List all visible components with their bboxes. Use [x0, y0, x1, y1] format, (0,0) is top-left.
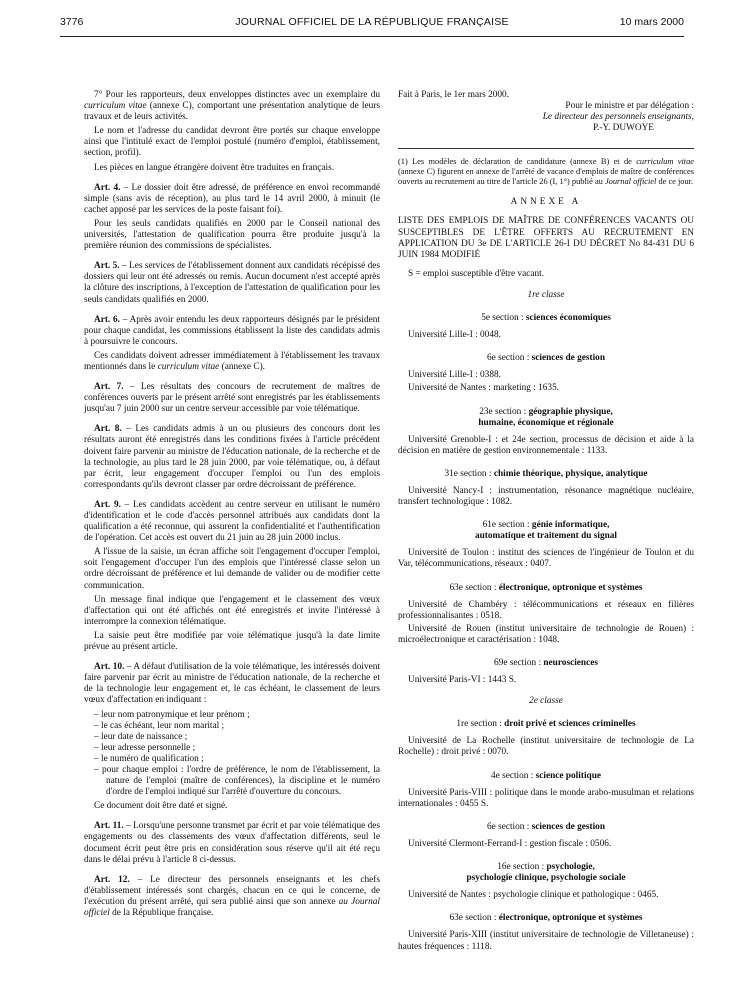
section-heading: 63e section : électronique, optronique et systèmes	[449, 582, 643, 593]
list-item: – leur adresse personnelle ;	[84, 743, 380, 754]
list-item: Université de La Rochelle (institut universitaire de technologie de La Rochelle) : droit privé : 0070.	[398, 736, 694, 758]
section-heading: 1re section : droit privé et sciences criminelles	[456, 719, 636, 730]
list-item: Université de Nantes : psychologie clinique et pathologique : 0465.	[408, 890, 659, 901]
paragraph: A l'issue de la saisie, un écran affiche soit l'engagement d'occuper l'emploi, soit l'engagement d'occuper l'un des emplois que l'intéressé classe selon un ordre décroissant de préférence et lui demande de valider ou de modifier cette communication.	[84, 547, 380, 591]
article-9: Art. 9. – Les candidats accèdent au centre serveur en utilisant le numéro d'identification et le code d'accès personnel attribués aux candidats dont la qualification a été reconnue, qui assurent la confidentialité et l'authentification de l'opération. Cet accès est ouvert du 21 juin au 28 juin 2000 inclus.	[84, 499, 380, 544]
article-11: Art. 11. – Lorsqu'une personne transmet par écrit et par voie télématique des engagements ou des classements des vœux d'affectation différents, seul le document écrit peut être pris en considération sous réserve qu'il ait été reçu dans le délai prévu à l'article 8 ci-dessus.	[84, 821, 380, 865]
annexe-heading: LISTE DES EMPLOIS DE MAÎTRE DE CONFÉRENCES VACANTS OU SUSCEPTIBLES DE L'ÊTRE OFFERTS AU RECRUTEMENT EN APPLICATION DU 3e DE L'ARTICLE 26-I DU DÉCRET No 84-431 DU 6 JUIN 1984 MODIFIÉ	[398, 216, 694, 260]
list-item: Université Lille-I : 0048.	[408, 330, 501, 341]
signature-role: Le directeur des personnels enseignants,	[542, 112, 694, 123]
section-heading: 63e section : électronique, optronique et systèmes	[449, 913, 643, 924]
list-item: – leur date de naissance ;	[84, 732, 380, 743]
annexe-title: ANNEXE A	[510, 197, 582, 208]
paragraph: Un message final indique que l'engagement et le classement des vœux d'affectation qui ont été affichés ont été enregistrés et invite l'intéressé à interrompre la connexion télématique.	[84, 594, 380, 627]
list-item: – pour chaque emploi : l'ordre de préférence, le nom de l'établissement, la nature de l'emploi (maître de conférences), la discipline et le numéro d'ordre de l'emploi indiqué sur l'arrêté d'ouverture du concours.	[84, 765, 380, 798]
section-heading: 4e section : science politique	[490, 770, 601, 781]
legend: S = emploi susceptible d'être vacant.	[408, 268, 545, 279]
signature-place: Fait à Paris, le 1er mars 2000.	[398, 90, 510, 100]
list-item: – le numéro de qualification ;	[84, 754, 380, 765]
article-6: Art. 6. – Après avoir entendu les deux rapporteurs désignés par le président pour chaque candidat, les commissions établissent la liste des candidats admis à poursuivre le concours.	[84, 314, 380, 347]
paragraph: Le nom et l'adresse du candidat devront être portés sur chaque enveloppe ainsi que l'intitulé exact de l'emploi postulé (numéro d'emploi, établissement, section, profil).	[84, 126, 380, 159]
article-5: Art. 5. – Les services de l'établissement donnent aux candidats récépissé des dossiers qui leur ont été adressés ou remis. Aucun document n'est accepté après la clôture des inscriptions, à l'exception de l'attestation de qualification pour les seuls candidats qualifiés en 2000.	[84, 261, 381, 305]
article-12: Art. 12. – Le directeur des personnels enseignants et les chefs d'établissement intéressés sont chargés, chacun en ce qui le concerne, de l'exécution du présent arrêté, qui sera publié ainsi que son annexe au Journal officiel de la République française.	[84, 874, 380, 918]
section-heading: 69e section : neurosciences	[494, 658, 598, 668]
article-8: Art. 8. – Les candidats admis à un ou plusieurs des concours dont les résultats auront été enregistrés dans les conditions fixées à l'article précédent doivent faire parvenir au ministre de l'éducation nationale, de la recherche et de la technologie, au plus tard le 28 juin 2000, par voie télématique, ou, à défaut par écrit, leur engagement d'occuper l'emploi ou l'un des emplois correspondants qu'ils devront classer par ordre décroissant de préférence.	[84, 424, 380, 490]
list-item: – le cas échéant, leur nom marital ;	[84, 721, 380, 732]
signature-delegation: Pour le ministre et par délégation :	[565, 101, 694, 112]
left-column	[84, 90, 380, 922]
list-item: Université Lille-I : 0388.	[408, 370, 501, 381]
list-item: Université de Toulon : institut des sciences de l'ingénieur de Toulon et du Var, télécommunications, réseaux : 0407.	[398, 548, 694, 570]
section-heading: 23e section : géographie physique, humaine, économique et régionale	[478, 406, 614, 428]
page-header	[60, 14, 684, 37]
list-item: Université Grenoble-I : et 24e section, processus de décision et aide à la décision en matière de gestion environnementale : 1133.	[398, 434, 694, 456]
issue-date: 10 mars 2000	[619, 16, 684, 28]
journal-title: JOURNAL OFFICIEL DE LA RÉPUBLIQUE FRANÇAISE	[235, 16, 509, 28]
paragraph: Les pièces en langue étrangère doivent être traduites en français.	[94, 162, 335, 173]
section-heading: 6e section : sciences de gestion	[486, 353, 605, 364]
article-4: Art. 4. – Le dossier doit être adressé, de préférence en envoi recommandé simple (sans avis de réception), au plus tard le 14 avril 2000, à minuit (le cachet apposé par les services de la poste faisant foi).	[84, 182, 381, 215]
list-item: Université de Nantes : marketing : 1635.	[408, 383, 560, 394]
class-heading: 1re classe	[527, 289, 565, 300]
section-heading: 31e section : chimie théorique, physique, analytique	[444, 468, 648, 479]
list-item: Université Nancy-I : instrumentation, résonance magnétique nucléaire, transfert technologique : 1082.	[398, 485, 694, 508]
section-heading: 5e section : sciences économiques	[481, 313, 611, 324]
list-item: Université de Chambéry : télécommunications et réseaux en filières professionnalisantes : 0518.	[398, 599, 694, 621]
footnote-divider	[398, 148, 694, 149]
section-heading: 61e section : génie informatique, automatique et traitement du signal	[474, 520, 618, 542]
paragraph: Pour les seuls candidats qualifiés en 2000 par le Conseil national des universités, l'attestation de qualification pourra être produite jusqu'à la première réunion des commissions de spécialistes.	[84, 218, 380, 252]
list-item: Université de Rouen (institut universitaire de technologie de Rouen) : microélectronique et caractérisation : 1048.	[398, 623, 694, 645]
paragraph: La saisie peut être modifiée par voie télématique jusqu'à la date limite prévue au présent article.	[84, 630, 380, 653]
list-item: Université Paris-VIII : politique dans le monde arabo-musulman et relations internationales : 0455 S.	[398, 787, 694, 809]
paragraph: Ces candidats doivent adresser immédiatement à l'établissement les travaux mentionnés dans le curriculum vitae (annexe C).	[84, 350, 380, 372]
paragraph: Ce document doit être daté et signé.	[94, 801, 228, 812]
requirements-list	[84, 710, 380, 799]
article-7: Art. 7. – Les résultats des concours de recrutement de maîtres de conférences ouverts par le présent arrêté sont enregistrés par les établissements jusqu'au 7 juin 2000 sur un centre serveur accessible par voie télématique.	[84, 382, 380, 415]
section-heading: 16e section : psychologie, psychologie clinique, psychologie sociale	[466, 862, 626, 884]
class-heading: 2e classe	[529, 696, 563, 707]
list-item: Université Paris-XIII (institut universitaire de technologie de Villetaneuse) : hautes fréquences : 1118.	[398, 930, 694, 952]
paragraph: 7° Pour les rapporteurs, deux enveloppes distinctes avec un exemplaire du curriculum vitae (annexe C), comportant une présentation analytique de leurs travaux et de leurs activités.	[84, 90, 380, 123]
signature-name: P.-Y. DUWOYE	[592, 123, 654, 134]
list-item: Université Clermont-Ferrand-I : gestion fiscale : 0506.	[408, 838, 612, 849]
article-10: Art. 10. – A défaut d'utilisation de la voie télématique, les intéressés doivent faire parvenir par écrit au ministre de l'éducation nationale, de la recherche et de la technologie leur engagement et, le cas échéant, le classement de leurs vœux d'affectation en indiquant :	[84, 662, 380, 706]
list-item: – leur nom patronymique et leur prénom ;	[84, 710, 380, 721]
right-column	[398, 90, 694, 955]
page-number: 3776	[60, 16, 84, 28]
footnote: (1) Les modèles de déclaration de candidature (annexe B) et de curriculum vitae (annexe C) figurent en annexe de l'arrêté de vacance d'emplois de maître de conférences ouverts au recrutement au titre de l'article 26 (I, 1°) publié au Journal officiel de ce jour.	[398, 157, 694, 187]
list-item: Université Paris-VI : 1443 S.	[408, 675, 517, 686]
section-heading: 6e section : sciences de gestion	[486, 821, 605, 832]
